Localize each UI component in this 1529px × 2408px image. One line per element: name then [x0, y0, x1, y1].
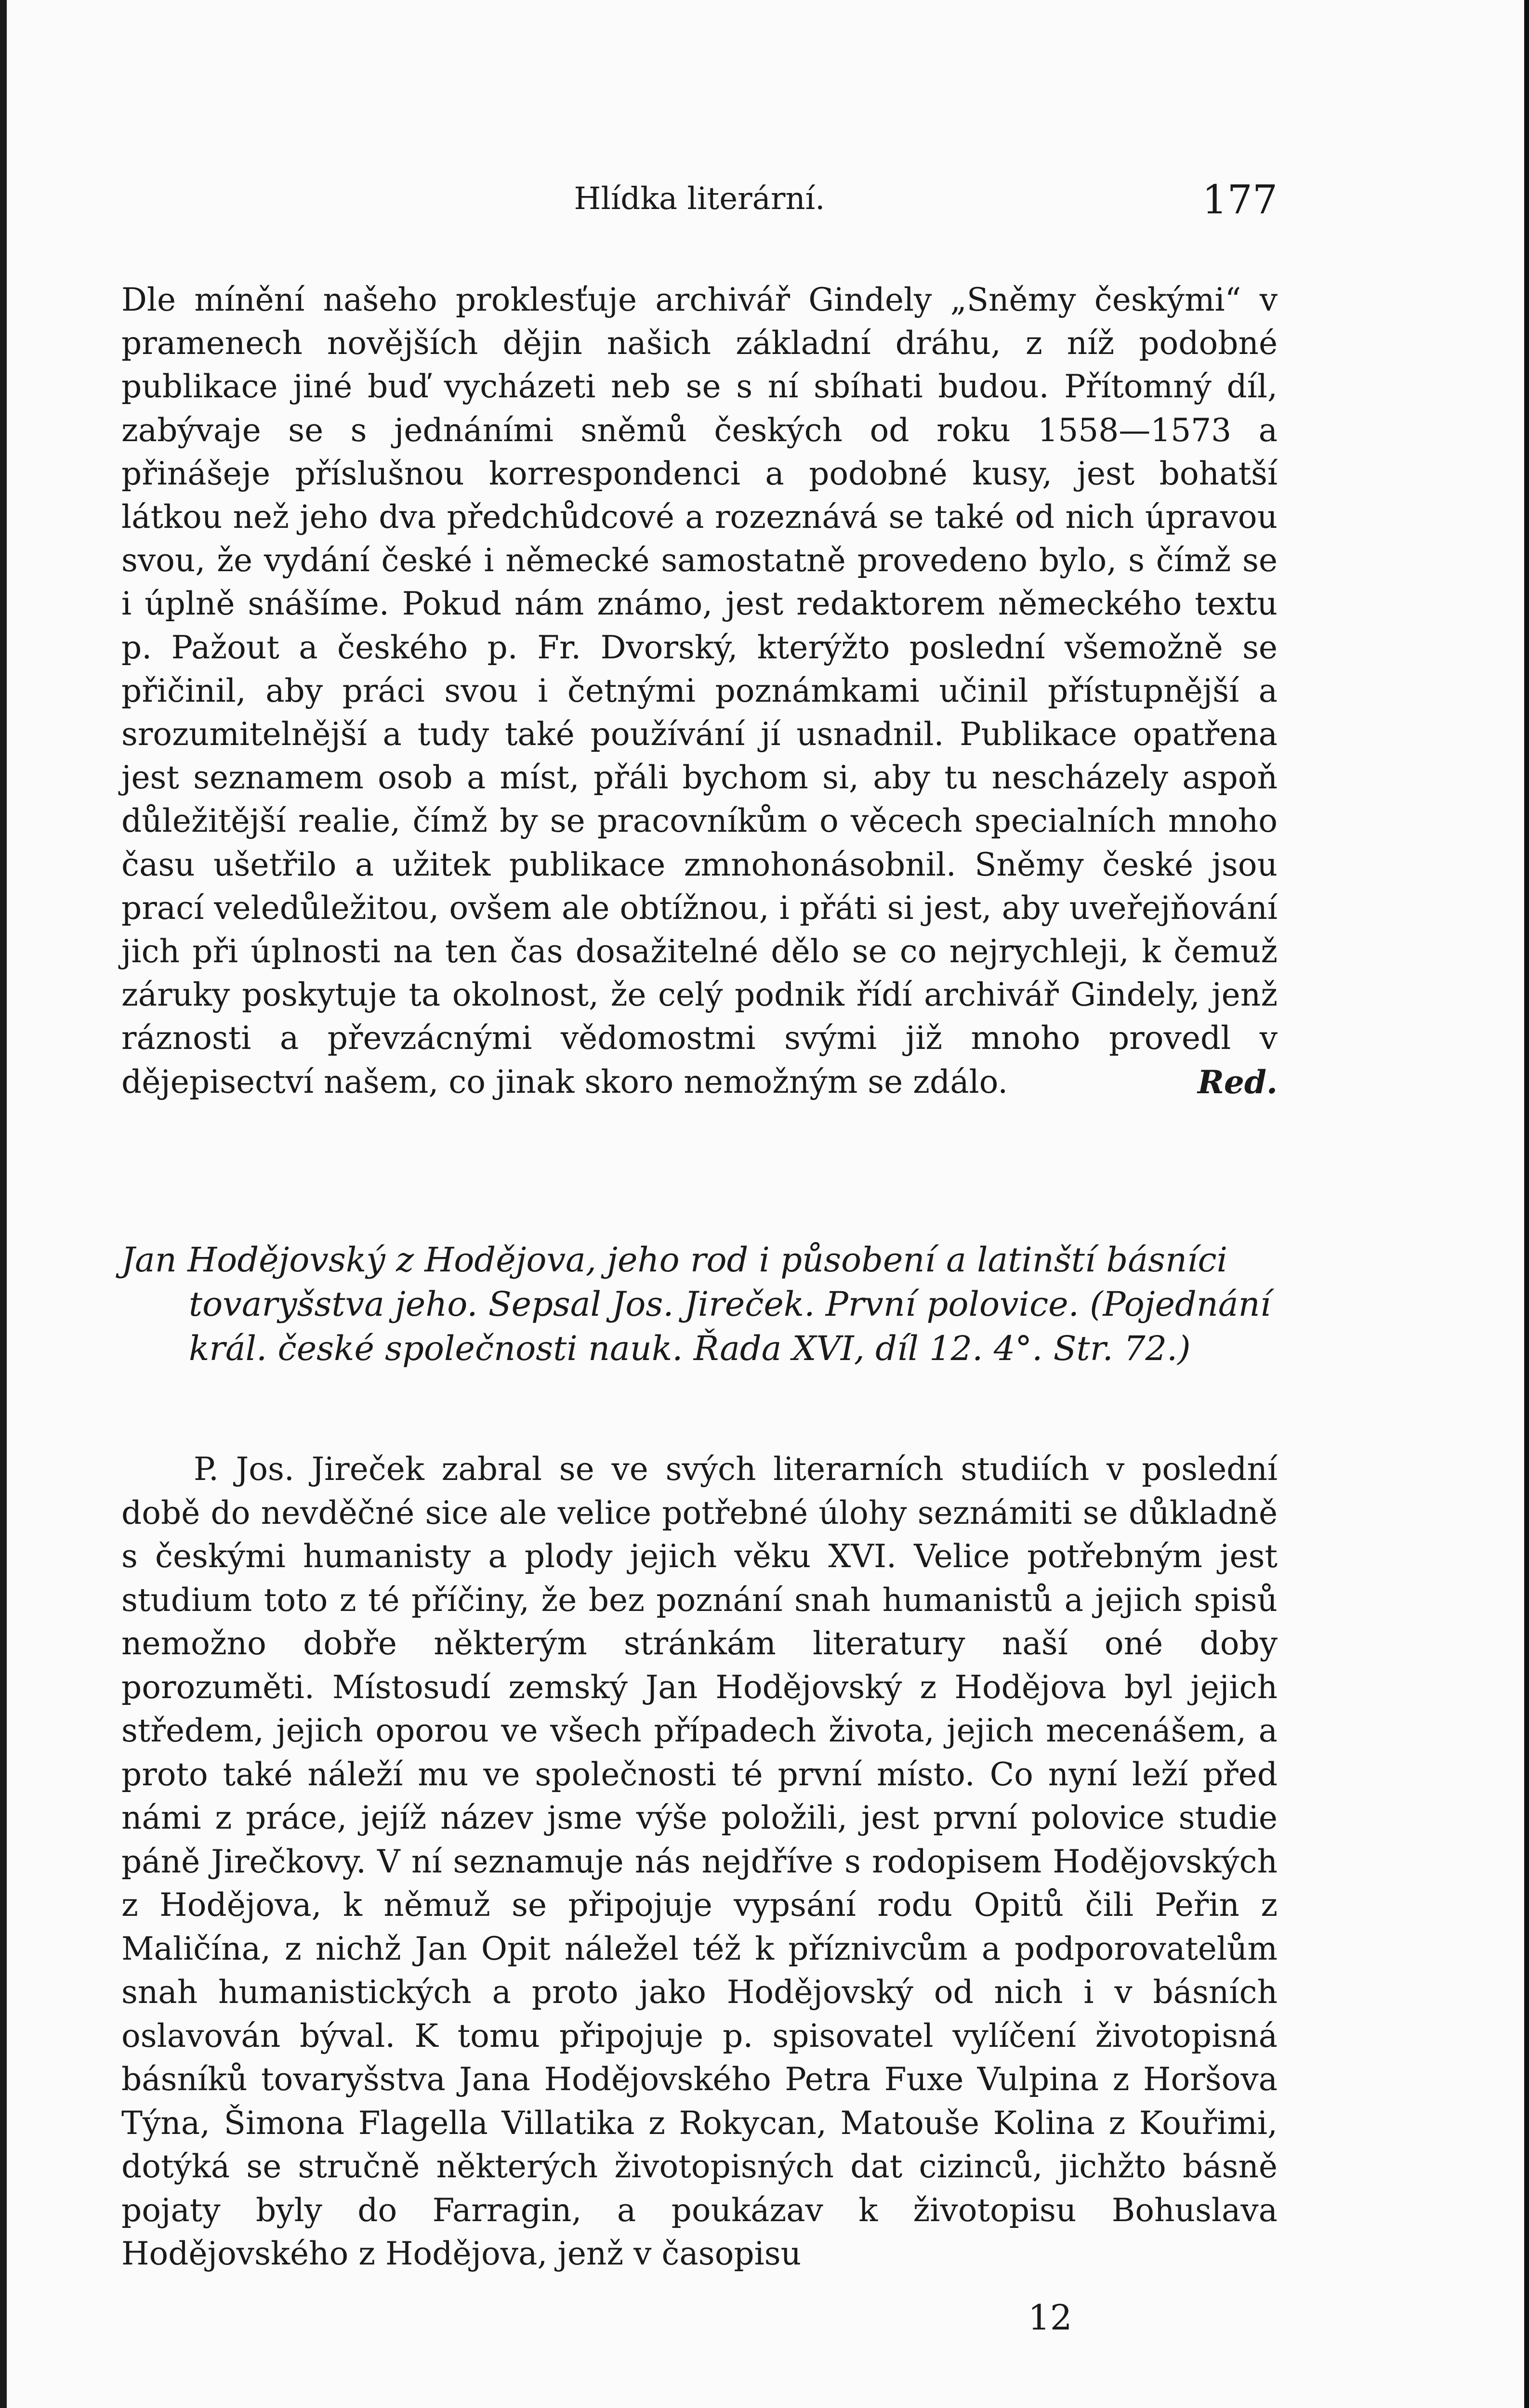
review-text: Dle mínění našeho proklesťuje archivář Gindely „Sněmy českými“ v pramenech novějších dějin našich základní dráhu, z níž podobné publikace jiné buď vycházeti neb se s ní sbíhati budou. Přítomný díl, zabývaje se s jednáními sněmů českých od roku 1558—1573 a přinášeje příslušnou korrespondenci a podobné kusy, jest bohatší látkou než jeho dva předchůdcové a rozeznává se také od nich úpravou svou, že vydání české i německé samostatně provedeno bylo, s čímž se i úplně snášíme. Pokud nám známo, jest redaktorem německého textu p. Pažout a českého p. Fr. Dvorský, kterýžto poslední všemožně se přičinil, aby práci svou i četnými poznámkami učinil přístupnější a srozumitelnější a tudy také používání jí usnadnil. Publikace opatřena jest seznamem osob a míst, přáli bychom si, aby tu nescházely aspoň důležitější realie, čímž by se pracovníkům o věcech specialních mnoho času ušetřilo a užitek publikace zmnohonásobnil. Sněmy české jsou prací veledůležitou, ovšem ale obtížnou, i přáti si jest, aby uveřejňování jich při úplnosti na ten čas dosažitelné dělo se co nejrychleji, k čemuž záruky poskytuje ta okolnost, že celý podnik řídí archivář Gindely, jenž ráznosti a převzácnými vědomostmi svými již mnoho provedl v dějepisectví našem, co jinak skoro nemožným se zdálo. [121, 281, 1278, 1100]
review-paragraph [121, 278, 1278, 1104]
running-header [121, 177, 1278, 229]
sheet-number: 12 [1028, 2297, 1072, 2338]
page-number: 177 [1202, 177, 1278, 223]
review-signature: Red. [1198, 1063, 1278, 1101]
scan-edge-right [1524, 0, 1529, 2408]
book-citation: Jan Hodějovský z Hodějova, jeho rod i působení a latinští básníci tovaryšstva jeho. Sepsal Jos. Jireček. První polovice. (Pojednání král. české společnosti nauk. Řada XVI, díl 12. 4°. Str. 72.) [121, 1240, 1271, 1368]
book-page [7, 0, 1524, 2408]
running-title: Hlídka literární. [574, 181, 825, 217]
body-paragraph: P. Jos. Jireček zabral se ve svých literarních studiích v poslední době do nevděčné sice ale velice potřebné úlohy seznámiti se důkladně s českými humanisty a plody jejich věku XVI. Velice potřebným jest studium toto z té příčiny, že bez poznání snah humanistů a jejich spisů nemožno dobře některým stránkám literatury naší oné doby porozuměti. Místosudí zemský Jan Hodějovský z Hodějova byl jejich středem, jejich oporou ve všech případech života, jejich mecenášem, a proto také náleží mu ve společnosti té první místo. Co nyní leží před námi z práce, jejíž název jsme výše položili, jest první polovice studie páně Jirečkovy. V ní seznamuje nás nejdříve s rodopisem Hodějovských z Hodějova, k němuž se připojuje vypsání rodu Opitů čili Peřin z Maličína, z nichž Jan Opit náležel též k příznivcům a podporovatelům snah humanistických a proto jako Hodějovský od nich i v básních oslavován býval. K tomu připojuje p. spisovatel vylíčení životopisná básníků tovaryšstva Jana Hodějovského Petra Fuxe Vulpina z Horšova Týna, Šimona Flagella Villatika z Rokycan, Matouše Kolina z Kouřimi, dotýká se stručně některých životopisných dat cizinců, jichžto básně pojaty byly do Farragin, a poukázav k životopisu Bohuslava Hodějovského z Hodějova, jenž v časopisu [121, 1451, 1278, 2272]
